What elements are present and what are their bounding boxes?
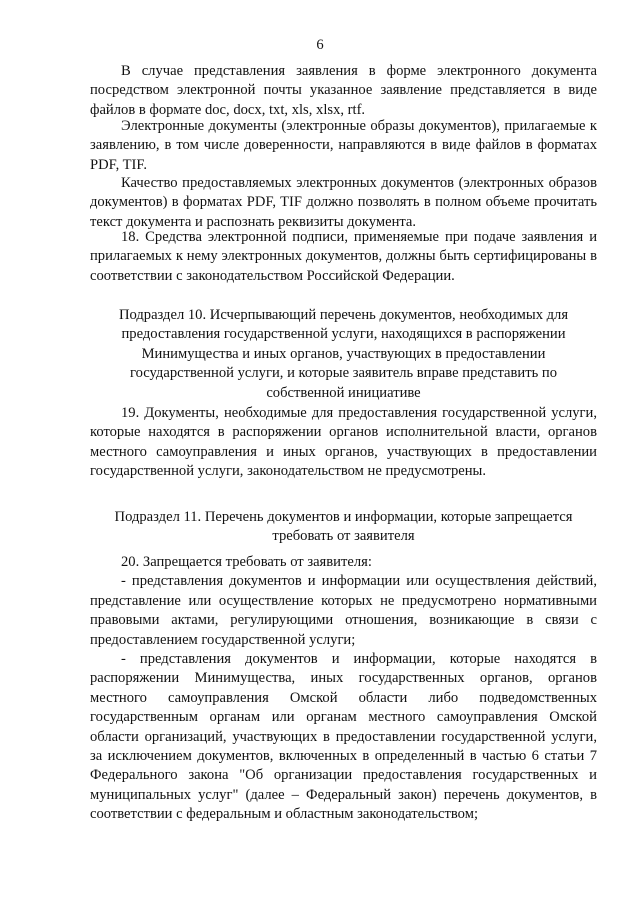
list-item: - представления документов и информации или осуществления действий, представление или осуществление которых не предусмотрено нормативными правовыми актами, регулирующими отношения, возникающие в связи с предоставлением государственной услуги;: [90, 573, 597, 648]
paragraph-item-20: 20. Запрещается требовать от заявителя:: [121, 554, 372, 570]
subsection-11-heading: Подраздел 11. Перечень документов и информации, которые запрещается требовать от заявителя: [114, 509, 573, 545]
subsection-10-heading: Подраздел 10. Исчерпывающий перечень документов, необходимых для предоставления государственной услуги, находящихся в распоряжении Минимущества и иных органов, участвующих в предоставлении государственной услуги, и которые заявитель вправе представить по собственной инициативе: [118, 307, 569, 401]
page-number: 6: [316, 37, 324, 53]
paragraph-quality: Качество предоставляемых электронных документов (электронных образов документов) в форматах PDF, TIF должно позволять в полном объеме прочитать текст документа и распознать реквизиты документа.: [90, 175, 597, 230]
list-item: - представления документов и информации, которые находятся в распоряжении Минимущества, иных государственных органов, органов местного самоуправления Омской области либо подведомственных государственным органам или органам местного самоуправления Омской области организаций, участвующих в предоставлении государственной услуги, за исключением документов, включенных в определенный в частью 6 статьи 7 Федерального закона "Об организации предоставления государственных и муниципальных услуг" (далее – Федеральный закон) перечень документов, в соответствии с федеральным и областным законодательством;: [90, 651, 597, 823]
paragraph-item-19: 19. Документы, необходимые для предоставления государственной услуги, которые находятся в распоряжении органов исполнительной власти, органов местного самоуправления и иных органов, участвующих в предоставлении государственной услуги, законодательством не предусмотрены.: [90, 405, 597, 480]
paragraph-email-formats: В случае представления заявления в форме электронного документа посредством электронной почты указанное заявление представляется в виде файлов в формате doc, docx, txt, xls, xlsx, rtf.: [90, 63, 597, 118]
paragraph-item-18: 18. Средства электронной подписи, применяемые при подаче заявления и прилагаемых к нему электронных документов, должны быть сертифицированы в соответствии с законодательством Российской Федерации.: [90, 229, 597, 284]
paragraph-attachment-formats: Электронные документы (электронные образы документов), прилагаемые к заявлению, в том числе доверенности, направляются в виде файлов в форматах PDF, TIF.: [90, 118, 597, 173]
